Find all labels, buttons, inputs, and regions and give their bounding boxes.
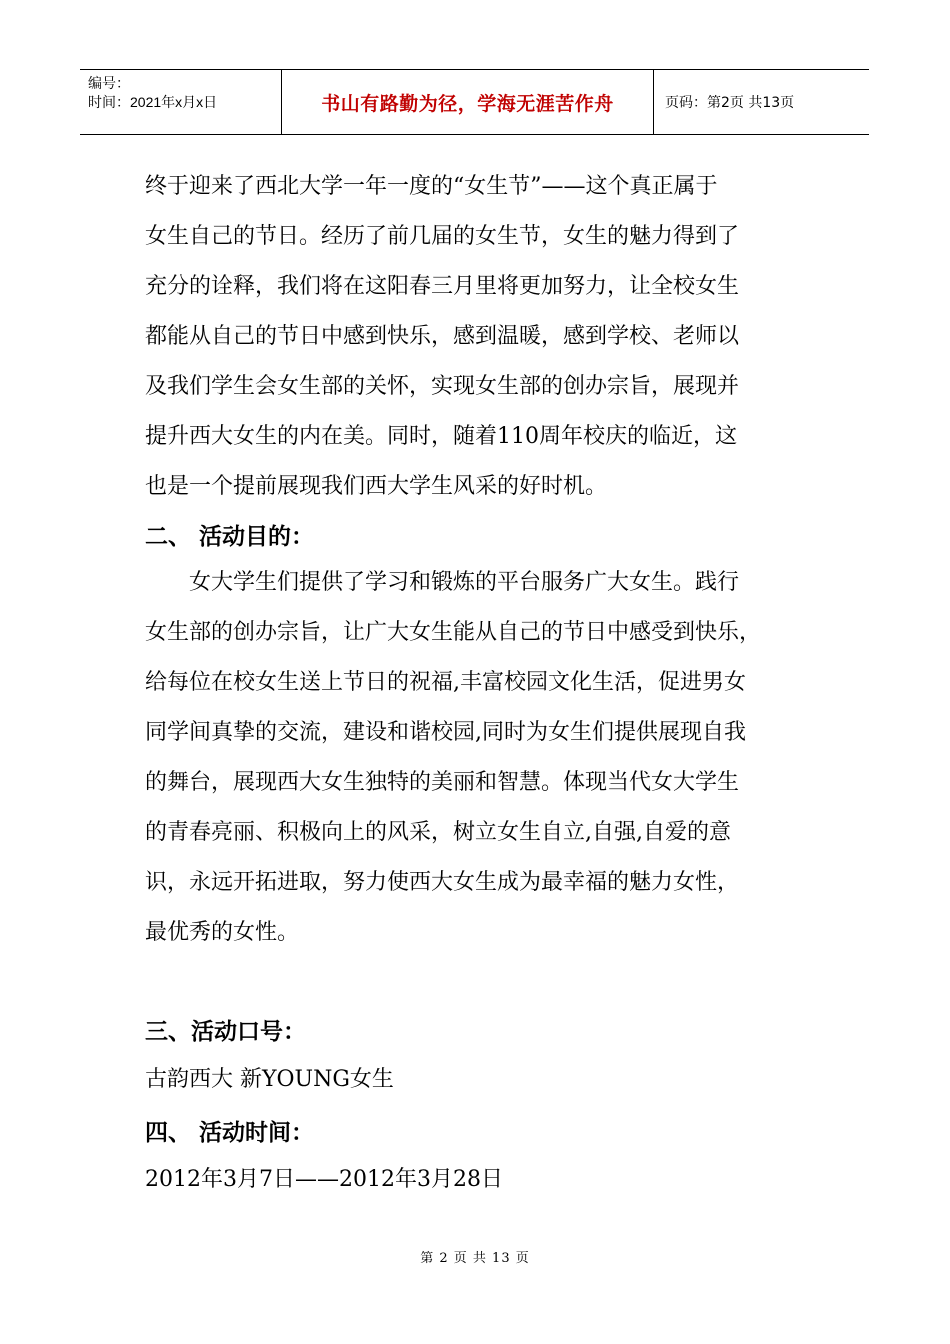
header-info-cell <box>80 70 282 134</box>
document-time-label: 时间：2021年x月x日 <box>88 94 218 110</box>
intro-paragraph <box>145 162 805 512</box>
intro-line: 女生自己的节日。经历了前几届的女生节，女生的魅力得到了 <box>145 224 740 249</box>
purpose-line: 的青春亮丽、积极向上的风采，树立女生自立,自强,自爱的意 <box>145 820 731 845</box>
page-header <box>80 69 869 135</box>
activity-dates: 2012年3月7日——2012年3月28日 <box>145 1167 503 1192</box>
document-number-label: 编号： <box>88 75 130 91</box>
purpose-line: 的舞台，展现西大女生独特的美丽和智慧。体现当代女大学生 <box>145 770 740 795</box>
section-heading-purpose: 二、 活动目的： <box>145 524 315 550</box>
purpose-line: 给每位在校女生送上节日的祝福,丰富校园文化生活，促进男女 <box>145 670 746 695</box>
purpose-line: 女生部的创办宗旨，让广大女生能从自己的节日中感受到快乐， <box>145 620 762 645</box>
purpose-line: 女大学生们提供了学习和锻炼的平台服务广大女生。践行 <box>189 570 740 595</box>
intro-line: 终于迎来了西北大学一年一度的“女生节”——这个真正属于 <box>145 174 718 199</box>
purpose-line: 识，永远开拓进取，努力使西大女生成为最幸福的魅力女性， <box>145 870 740 895</box>
intro-line: 充分的诠释，我们将在这阳春三月里将更加努力，让全校女生 <box>145 274 740 299</box>
activity-slogan: 古韵西大 新YOUNG女生 <box>145 1067 394 1092</box>
header-page-info: 页码：第2页 共13页 <box>665 95 795 111</box>
intro-line: 提升西大女生的内在美。同时，随着110周年校庆的临近，这 <box>145 424 737 449</box>
section-heading-slogan: 三、活动口号： <box>145 1019 306 1045</box>
purpose-line: 同学间真挚的交流，建设和谐校园,同时为女生们提供展现自我 <box>145 720 746 745</box>
intro-line: 也是一个提前展现我们西大学生风采的好时机。 <box>145 474 608 499</box>
section-heading-time: 四、 活动时间： <box>145 1120 315 1146</box>
purpose-line: 最优秀的女性。 <box>145 920 300 945</box>
page-footer: 第 2 页 共 13 页 <box>420 1251 530 1266</box>
intro-line: 都能从自己的节日中感到快乐，感到温暖，感到学校、老师以 <box>145 324 740 349</box>
intro-line: 及我们学生会女生部的关怀，实现女生部的创办宗旨，展现并 <box>145 374 740 399</box>
header-motto: 书山有路勤为径，学海无涯苦作舟 <box>282 70 654 134</box>
purpose-paragraph <box>145 558 805 958</box>
